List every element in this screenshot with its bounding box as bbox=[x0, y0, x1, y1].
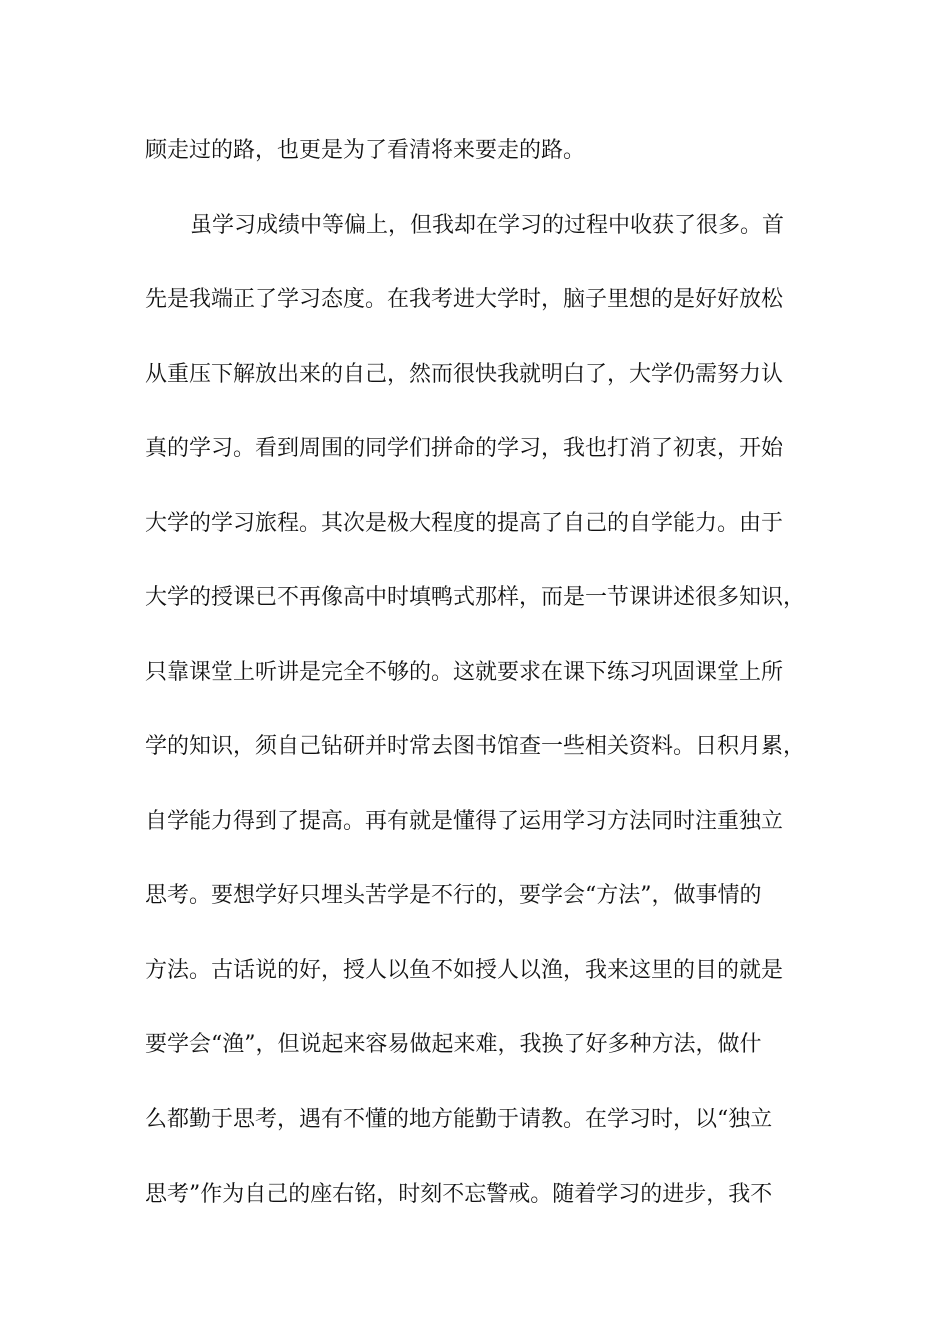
paragraph-first-line: 虽学习成绩中等偏上，但我却在学习的过程中收获了很多。首 bbox=[190, 213, 785, 238]
text-line: 方法。古话说的好，授人以鱼不如授人以渔，我来这里的目的就是 bbox=[145, 958, 784, 983]
text-line: 大学的授课已不再像高中时填鸭式那样，而是一节课讲述很多知识， bbox=[145, 585, 806, 610]
text-line: 从重压下解放出来的自己，然而很快我就明白了，大学仍需努力认 bbox=[145, 362, 784, 387]
text-line: 思考。要想学好只埋头苦学是不行的，要学会“方法”，做事情的 bbox=[145, 883, 762, 908]
text-line: 思考”作为自己的座右铭，时刻不忘警戒。随着学习的进步，我不 bbox=[145, 1182, 773, 1207]
text-line: 真的学习。看到周围的同学们拼命的学习，我也打消了初衷，开始 bbox=[145, 436, 784, 461]
text-line: 要学会“渔”，但说起来容易做起来难，我换了好多种方法，做什 bbox=[145, 1032, 762, 1057]
text-line: 大学的学习旅程。其次是极大程度的提高了自己的自学能力。由于 bbox=[145, 511, 784, 536]
text-line: 么都勤于思考，遇有不懂的地方能勤于请教。在学习时，以“独立 bbox=[145, 1107, 773, 1132]
text-line: 顾走过的路，也更是为了看清将来要走的路。 bbox=[145, 138, 586, 163]
text-line: 自学能力得到了提高。再有就是懂得了运用学习方法同时注重独立 bbox=[145, 809, 784, 834]
text-line: 学的知识，须自己钻研并时常去图书馆查一些相关资料。日积月累， bbox=[145, 734, 806, 759]
text-line: 只靠课堂上听讲是完全不够的。这就要求在课下练习巩固课堂上所 bbox=[145, 660, 784, 685]
text-line: 先是我端正了学习态度。在我考进大学时，脑子里想的是好好放松 bbox=[145, 287, 784, 312]
